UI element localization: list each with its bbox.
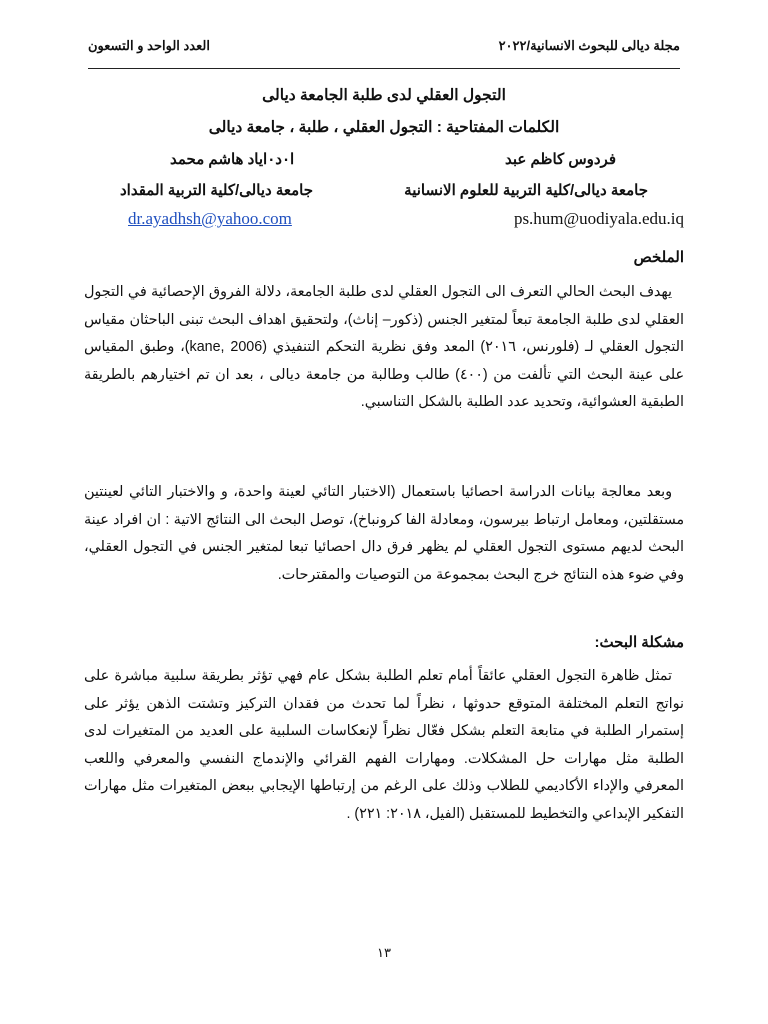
author2-affiliation: جامعة ديالى/كلية التربية المقداد xyxy=(120,182,314,199)
problem-heading: مشكلة البحث: xyxy=(594,634,684,651)
issue-label: العدد الواحد و التسعون xyxy=(88,38,210,53)
header-divider xyxy=(88,68,680,69)
author1-email: ps.hum@uodiyala.edu.iq xyxy=(513,209,684,228)
author1-affiliation: جامعة ديالى/كلية التربية للعلوم الانسانية xyxy=(404,182,648,199)
author-emails-row xyxy=(128,209,684,229)
problem-paragraph-text: تمثل ظاهرة التجول العقلي عائقاً أمام تعلم الطلبة بشكل عام فهي تؤثر بطريقة سلبية مباشرة على نواتج التعلم المختلفة المتوقع حدوثها ، نظراً لما تحدث من فقدان التركيز وتشتت الذهن يؤثر على إستمرار الطلبة في متابعة التعلم بشكل فعّال نظراً لإنعكاسات السلبية على العديد من المتغيرات لدى الطلبة مثل مهارات حل المشكلات. ومهارات الفهم القرائي والإندماج النفسي والمعرفي واللعب المعرفي والإداء الأكاديمي للطلاب وذلك على الرغم من إرتباطها الإيجابي ببعض المتغيرات مثل مهارات التفكير الإبداعي والتخطيط للمستقبل (الفيل، ٢٠١٨: ٢٢١) . xyxy=(84,668,684,822)
abstract-paragraph-1 xyxy=(84,279,684,417)
abstract-heading: الملخص xyxy=(633,249,684,266)
abstract-paragraph-1-text: يهدف البحث الحالي التعرف الى التجول العقلي لدى طلبة الجامعة، دلالة الفروق الإحصائية في التجول العقلي لدى طلبة الجامعة تبعاً لمتغير الجنس (ذكور– إناث)، ولتحقيق اهداف البحث تبنى الباحثان مقياس التجول العقلي لـ (فلورنس، ٢٠١٦) المعد وفق نظرية التحكم التنفيذي (kane, 2006)، وطبق المقياس على عينة البحث التي تألفت من (٤٠٠) طالب وطالبة من جامعة ديالى ، بعد ان تم اختيارهم بالطريقة الطبقية العشوائية، وتحديد عدد الطلبة بالشكل التناسبي. xyxy=(84,284,685,410)
author-affiliations-row xyxy=(120,181,648,199)
author2-email-link[interactable]: dr.ayadhsh@yahoo.com xyxy=(128,209,292,228)
author2-name: ا٠د٠اياد هاشم محمد xyxy=(170,151,295,168)
running-header xyxy=(88,38,680,54)
abstract-paragraph-2-text: وبعد معالجة بيانات الدراسة احصائيا باستعمال (الاختبار التائي لعينة واحدة، و والاختبار التائي لعينتين مستقلتين، ومعامل ارتباط بيرسون، ومعادلة الفا كرونباخ)، توصل البحث الى النتائج الاتية : ان افراد عينة البحث لديهم مستوى التجول العقلي لم يظهر فرق دال احصائيا تبعا لمتغير الجنس في التجول العقلي، وفي ضوء هذه النتائج خرج البحث بمجموعة من التوصيات والمقترحات. xyxy=(84,484,684,583)
keywords-line: الكلمات المفتاحية : التجول العقلي ، طلبة ، جامعة ديالى xyxy=(208,119,560,136)
author-names-row xyxy=(170,150,616,168)
page-number: ١٣ xyxy=(377,945,391,960)
problem-paragraph xyxy=(84,663,684,828)
author1-name: فردوس كاظم عبد xyxy=(505,151,616,168)
paper-title: التجول العقلي لدى طلبة الجامعة ديالى xyxy=(262,87,506,104)
journal-name: مجلة ديالى للبحوث الانسانية/٢٠٢٢ xyxy=(498,38,680,53)
abstract-paragraph-2 xyxy=(84,479,684,589)
